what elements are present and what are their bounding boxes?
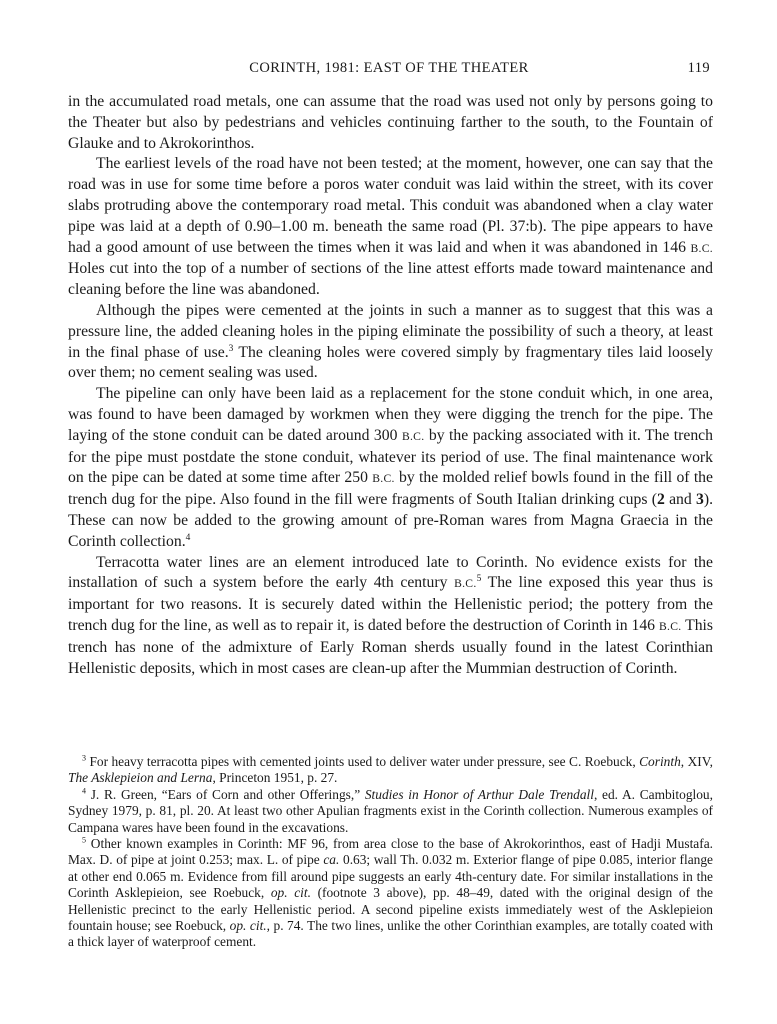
- paragraph-5: Terracotta water lines are an element introduced late to Corinth. No evidence exists for the installation of such a system before the early 4th century B.C.$^5$ The line exposed this year thus is important for two reasons. It is securely dated within the Hellenistic period; the pottery from the trench dug for the line, as well as to repair it, is dated before the destruction of Corinth in 146 B.C. This trench has none of the admixture of Early Roman sherds usually found in the latest Corinthian Hellenistic deposits, which in most cases are clean-up after the Mummian destruction of Corinth.: [68, 553, 714, 677]
- footnote-5: $^5$ Other known examples in Corinth: MF 96, from area close to the base of Akrokorinthos, east of Hadji Mustafa. Max. D. of pipe at joint 0.253; max. L. of pipe ca. 0.63; wall Th. 0.032 m. Exterior flange of pipe 0.085, interior flange at other end 0.065 m. Evidence from fill around pipe suggests an early 4th-century date. For similar installations in the Corinth Asklepieion, see Roebuck, op. cit. (footnote 3 above), pp. 48–49, dated with the original design of the Hellenistic precinct to the early Hellenistic period. A second pipeline exists immediately west of the Asklepieion fountain house; see Roebuck, op. cit., p. 74. The two lines, unlike the other Corinthian examples, are totally coated with a thick layer of waterproof cement.: [68, 835, 713, 950]
- era-abbreviation: B.C.: [690, 241, 713, 255]
- era-abbreviation: B.C.: [658, 619, 682, 633]
- running-title: CORINTH, 1981: EAST OF THE THEATER: [249, 60, 529, 76]
- paragraph-1: in the accumulated road metals, one can assume that the road was used not only by persons going to the Theater but also by pedestrians and vehicles continuing farther to the south, to the Fountain of Glauke and to Akrokorinthos.: [68, 93, 713, 152]
- footnote-ref-3[interactable]: 3: [228, 343, 234, 354]
- footnote-number: 3: [82, 753, 87, 763]
- footnote-ref-5[interactable]: 5: [476, 574, 482, 585]
- paragraph-4: The pipeline can only have been laid as a replacement for the stone conduit which, in one area, was found to have been damaged by workmen when they were digging the trench for the pipe. The laying of the stone conduit can be dated around 300 B.C. by the packing associated with it. The trench for the pipe must postdate the stone conduit, whatever its period of use. The final maintenance work on the pipe can be dated at some time after 250 B.C. by the molded relief bowls found in the fill of the trench dug for the pipe. Also found in the fill were fragments of South Italian drinking cups (2 and 3). These can now be added to the growing amount of pre-Roman wares from Magna Graecia in the Corinth collection.$^4$: [68, 385, 714, 550]
- footnote-number: 5: [82, 835, 87, 845]
- footnote-ref-4[interactable]: 4: [185, 532, 191, 543]
- body-text: [68, 92, 713, 679]
- era-abbreviation: B.C.: [454, 577, 477, 591]
- catalogue-ref-3[interactable]: 3: [696, 491, 704, 509]
- catalogue-ref-2[interactable]: 2: [656, 491, 665, 509]
- era-abbreviation: B.C.: [372, 472, 395, 486]
- footnote-number: 4: [82, 786, 87, 796]
- footnote-3: $^3$ For heavy terracotta pipes with cemented joints used to deliver water under pressure, see C. Roebuck, Corinth, XIV, The Asklepieion and Lerna, Princeton 1951, p. 27.: [68, 753, 713, 786]
- running-head: [68, 60, 710, 80]
- era-abbreviation: B.C.: [401, 429, 425, 443]
- paragraph-3: Although the pipes were cemented at the joints in such a manner as to suggest that this was a pressure line, the added cleaning holes in the piping eliminate the possibility of such a theory, at least in the final phase of use.$^3$ The cleaning holes were covered simply by fragmentary tiles laid loosely over them; no cement sealing was used.: [68, 301, 713, 382]
- paragraph-2: The earliest levels of the road have not been tested; at the moment, however, one can say that the road was in use for some time before a poros water conduit was laid within the street, with its cover slabs protruding above the contemporary road metal. This conduit was abandoned when a clay water pipe was laid at a depth of 0.90–1.00 m. beneath the same road (Pl. 37:b). The pipe appears to have had a good amount of use between the times when it was laid and when it was abandoned in 146 B.C. Holes cut into the top of a number of sections of the line attest efforts made toward maintenance and cleaning before the line was abandoned.: [68, 155, 713, 299]
- footnote-4: $^4$ J. R. Green, “Ears of Corn and other Offerings,” Studies in Honor of Arthur Dale Trendall, ed. A. Cambitoglou, Sydney 1979, p. 81, pl. 20. At least two other Apulian fragments exist in the Corinth collection. Numerous examples of Campana wares have been found in the excavations.: [68, 786, 713, 835]
- footnotes: [68, 754, 713, 951]
- page-number: 119: [687, 60, 710, 76]
